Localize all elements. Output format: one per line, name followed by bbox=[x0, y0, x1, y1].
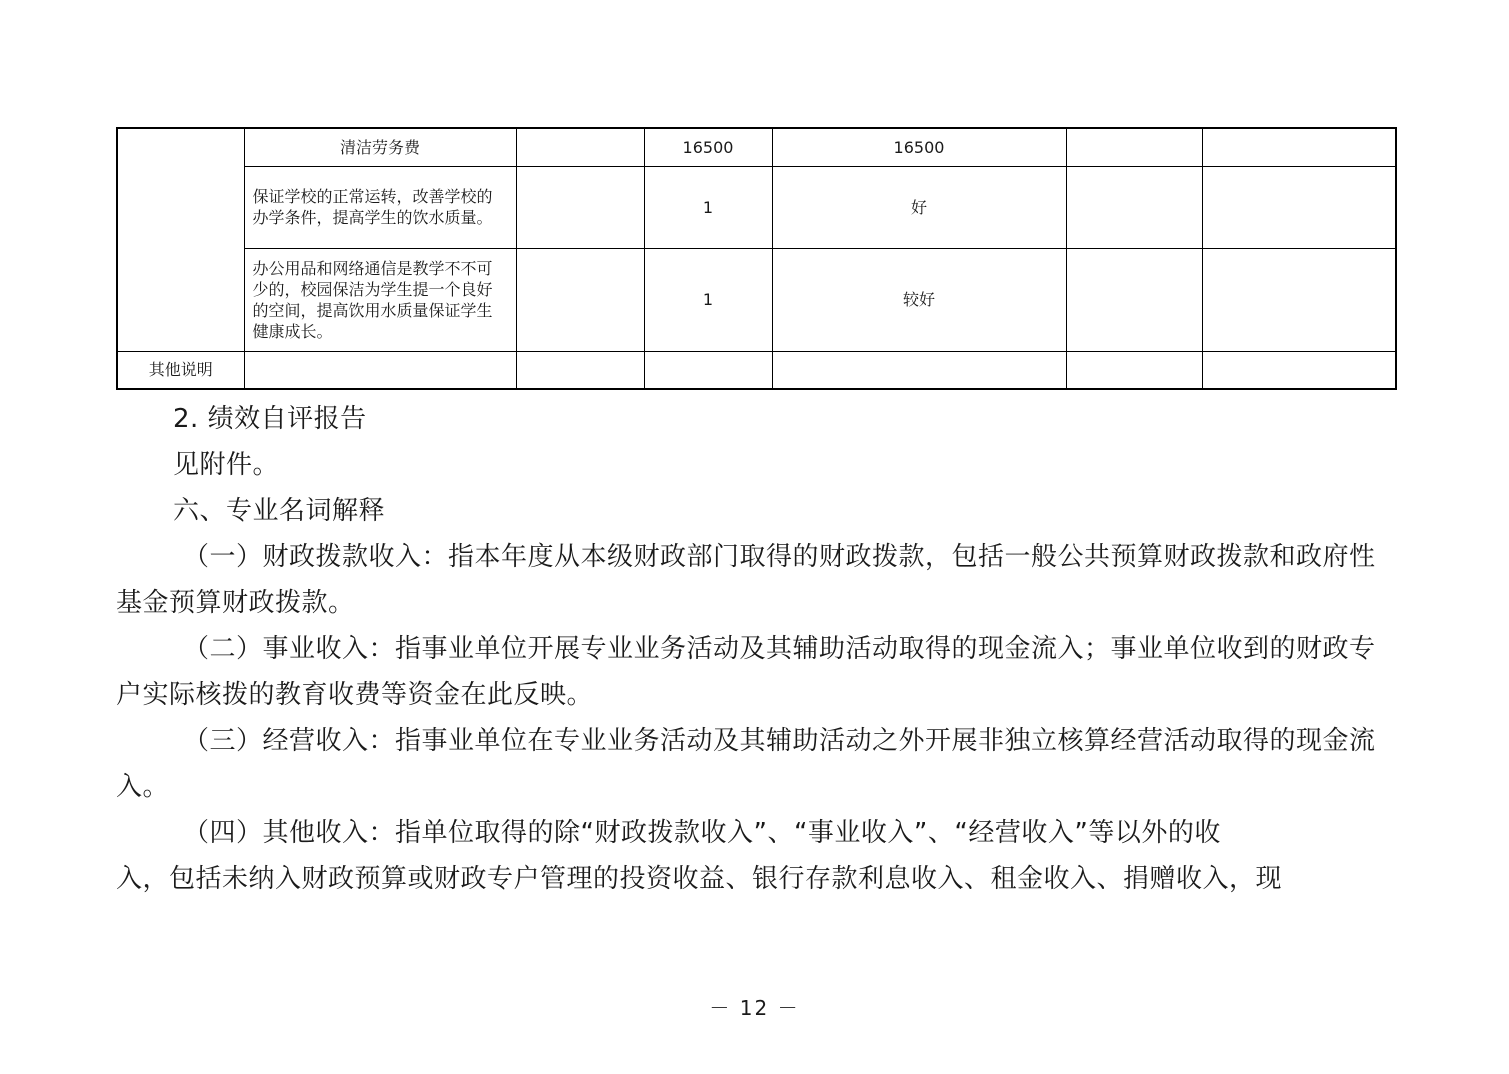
table-row-other bbox=[117, 351, 1396, 389]
paragraph-other-income-b: 入，包括未纳入财政预算或财政专户管理的投资收益、银行存款利息收入、租金收入、捐赠收入，现 bbox=[116, 864, 1283, 894]
document-body bbox=[116, 396, 1391, 902]
other-notes-cell bbox=[772, 351, 1066, 389]
table-cell-col6 bbox=[1066, 128, 1202, 166]
heading-performance-report: 2. 绩效自评报告 bbox=[173, 404, 367, 434]
table-cell-target bbox=[516, 248, 644, 351]
table-row bbox=[117, 248, 1396, 351]
table-cell-actual-target: 1 bbox=[644, 248, 772, 351]
table-cell-item: 清洁劳务费 bbox=[244, 128, 516, 166]
merged-category-cell bbox=[117, 128, 244, 351]
see-attachment-text: 见附件。 bbox=[173, 450, 280, 480]
other-notes-cell bbox=[1066, 351, 1202, 389]
table-cell-col7 bbox=[1202, 128, 1396, 166]
paragraph-business-income: （二）事业收入：指事业单位开展专业业务活动及其辅助活动取得的现金流入；事业单位收到的财政专户实际核拨的教育收费等资金在此反映。 bbox=[116, 634, 1376, 710]
paragraph-operating-income: （三）经营收入：指事业单位在专业业务活动及其辅助活动之外开展非独立核算经营活动取得的现金流入。 bbox=[116, 726, 1376, 802]
table-cell-item: 办公用品和网络通信是教学不不可少的，校园保洁为学生提一个良好的空间，提高饮用水质量保证学生健康成长。 bbox=[244, 248, 516, 351]
heading-terms: 六、专业名词解释 bbox=[173, 496, 386, 526]
table-cell-actual-value: 较好 bbox=[772, 248, 1066, 351]
other-notes-cell bbox=[244, 351, 516, 389]
table-cell-target bbox=[516, 166, 644, 248]
table-cell-item: 保证学校的正常运转，改善学校的办学条件，提高学生的饮水质量。 bbox=[244, 166, 516, 248]
table-cell-target bbox=[516, 128, 644, 166]
table-cell-actual-value: 好 bbox=[772, 166, 1066, 248]
table-cell-col7 bbox=[1202, 166, 1396, 248]
other-notes-label: 其他说明 bbox=[117, 351, 244, 389]
table-cell-actual-target: 16500 bbox=[644, 128, 772, 166]
other-notes-cell bbox=[516, 351, 644, 389]
table-row bbox=[117, 128, 1396, 166]
table-row bbox=[117, 166, 1396, 248]
paragraph-other-income-a: （四）其他收入：指单位取得的除“财政拨款收入”、“事业收入”、“经营收入”等以外的收 bbox=[183, 818, 1221, 848]
other-notes-cell bbox=[1202, 351, 1396, 389]
table-cell-col6 bbox=[1066, 166, 1202, 248]
table-cell-col7 bbox=[1202, 248, 1396, 351]
table-cell-col6 bbox=[1066, 248, 1202, 351]
table-cell-actual-value: 16500 bbox=[772, 128, 1066, 166]
paragraph-fiscal-income: （一）财政拨款收入：指本年度从本级财政部门取得的财政拨款，包括一般公共预算财政拨款和政府性基金预算财政拨款。 bbox=[116, 542, 1376, 618]
page-number: － 12 － bbox=[709, 996, 800, 1020]
performance-table bbox=[116, 127, 1397, 390]
other-notes-cell bbox=[644, 351, 772, 389]
table-cell-actual-target: 1 bbox=[644, 166, 772, 248]
